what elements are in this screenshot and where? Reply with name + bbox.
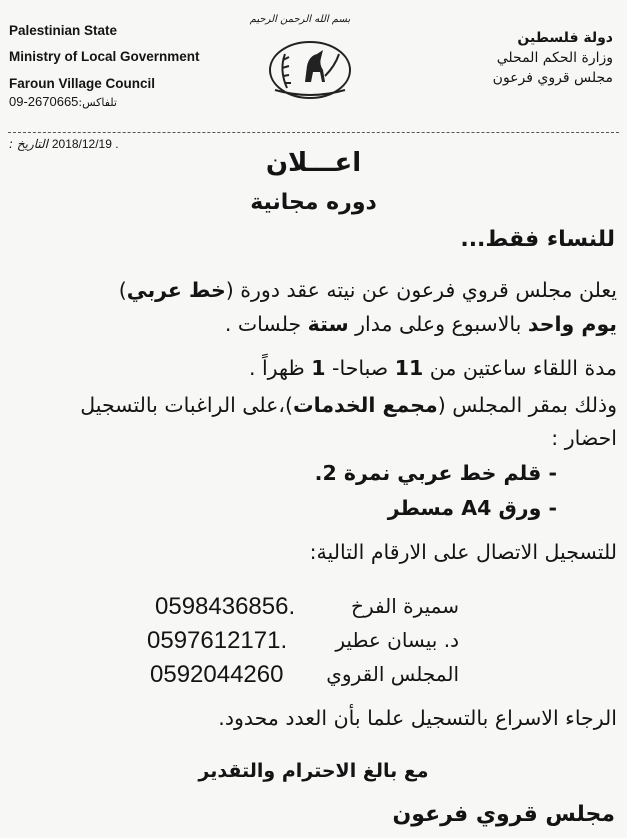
start-hour: 11 <box>394 356 424 380</box>
audience-line: للنساء فقط... <box>460 227 615 252</box>
body-line-4-pre: وذلك بمقر المجلس ( <box>437 393 617 417</box>
contact-number-1: 0598436856. <box>155 593 296 620</box>
header-en-line-2: Ministry of Local Government <box>9 49 200 64</box>
contact-name-3: المجلس القروي <box>326 662 459 686</box>
body-line-4-post: )،على الراغبات بالتسجيل <box>80 393 294 417</box>
phone-number: 09-2670665 <box>9 94 79 109</box>
requirement-item-2: - ورق A4 مسطر <box>387 496 557 520</box>
body-line-1-post: ) <box>118 278 127 302</box>
body-line-2-mid: بالاسبوع وعلى مدار <box>348 312 528 336</box>
closing-note: الرجاء الاسراع بالتسجيل علما بأن العدد محدود. <box>218 706 617 730</box>
contact-name-2: د. بيسان عطير <box>335 628 459 652</box>
council-signature: مجلس قروي فرعون <box>392 802 615 827</box>
course-name: خط عربي <box>126 278 226 302</box>
header-en-line-3: Faroun Village Council <box>9 76 156 91</box>
venue-name: مجمع الخدمات <box>293 393 438 417</box>
closing-regards: مع بالغ الاحترام والتقدير <box>198 760 429 782</box>
body-line-3-mid: صباحا- <box>325 356 395 380</box>
body-line-2 <box>225 312 617 336</box>
session-frequency: يوم واحد <box>527 312 617 336</box>
announcement-title: اعـــلان <box>265 148 362 178</box>
phone-label: تلفاكس: <box>78 96 117 109</box>
body-line-3-pre: مدة اللقاء ساعتين من <box>423 356 617 380</box>
body-line-3-post: ظهراً . <box>248 356 312 380</box>
contact-number-3: 0592044260 <box>150 661 284 688</box>
basmala: بسم الله الرحمن الرحيم <box>249 14 351 25</box>
header-ar-line-3: مجلس قروي فرعون <box>492 70 613 86</box>
end-hour: 1 <box>311 356 326 380</box>
requirement-item-1: - قلم خط عربي نمرة 2. <box>314 461 557 485</box>
body-line-1 <box>119 278 617 302</box>
header-ar-line-1: دولة فلسطين <box>517 30 613 46</box>
header-ar-line-2: وزارة الحكم المحلي <box>496 50 613 66</box>
header-divider <box>8 132 619 133</box>
contact-number-2: 0597612171. <box>147 627 288 654</box>
date-label: التاريخ : <box>9 137 49 151</box>
announcement-subtitle: دوره مجانية <box>250 190 377 215</box>
date-value: 2018/12/19 . <box>51 137 119 151</box>
header-en-line-1: Palestinian State <box>9 23 118 38</box>
header-phone <box>9 94 117 110</box>
body-line-1-pre: يعلن مجلس قروي فرعون عن نيته عقد دورة ( <box>225 278 617 302</box>
session-count: ستة <box>307 312 349 336</box>
body-line-3 <box>249 356 617 380</box>
council-logo-icon <box>265 36 355 102</box>
contact-name-1: سميرة الفرخ <box>351 594 459 618</box>
body-line-5: احضار : <box>551 426 617 450</box>
body-line-2-post: جلسات . <box>224 312 308 336</box>
contact-intro: للتسجيل الاتصال على الارقام التالية: <box>309 540 617 564</box>
body-line-4 <box>80 393 617 417</box>
